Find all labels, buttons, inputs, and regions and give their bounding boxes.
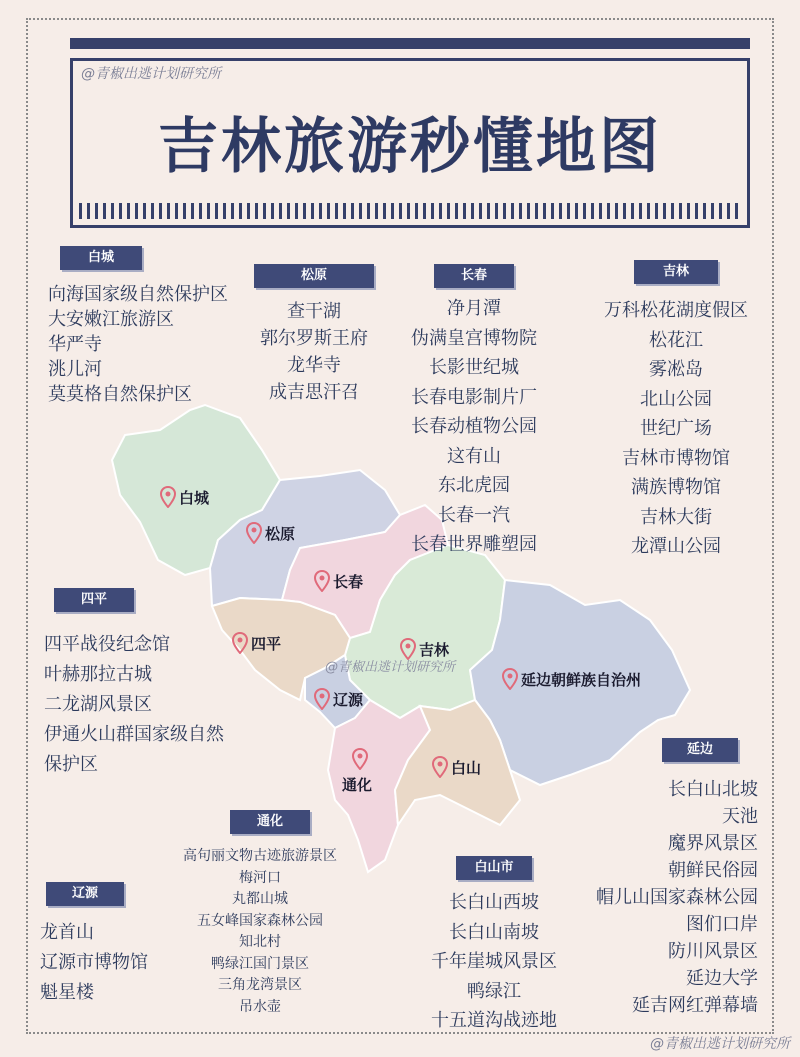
list-item: 朝鲜民俗园 (668, 860, 758, 881)
list-item: 万科松花湖度假区 (604, 300, 748, 321)
pin-liaoyuan[interactable] (314, 688, 363, 710)
list-siping (44, 630, 224, 780)
list-item: 延边大学 (686, 968, 758, 989)
pin-label: 长春 (333, 572, 364, 591)
list-item: 魁星楼 (40, 982, 94, 1003)
list-item: 长春电影制片厂 (411, 386, 537, 408)
location-pin-icon (502, 668, 518, 690)
pin-label: 通化 (342, 776, 373, 794)
list-item: 延吉网红弹幕墙 (632, 995, 758, 1016)
list-item: 这有山 (447, 445, 501, 467)
list-item: 辽源市博物馆 (40, 952, 148, 973)
list-item: 雾凇岛 (649, 359, 703, 380)
list-item: 五女峰国家森林公园 (197, 912, 323, 929)
list-item: 郭尔罗斯王府 (260, 328, 368, 349)
list-item: 吉林大街 (640, 506, 712, 528)
page-title: 吉林旅游秒懂地图 (158, 112, 662, 182)
footer-watermark: @青椒出逃计划研究所 (650, 1036, 790, 1052)
pin-jilin[interactable] (400, 638, 449, 660)
list-item: 龙潭山公园 (631, 536, 721, 557)
pin-label: 白城 (179, 488, 210, 507)
list-item: 龙华寺 (287, 355, 341, 376)
location-pin-icon (232, 632, 248, 654)
list-item: 长春世界雕塑园 (411, 534, 537, 555)
header-watermark: @青椒出逃计划研究所 (81, 66, 221, 82)
section-label-baicheng: 白城 (60, 246, 142, 270)
list-liaoyuan (40, 918, 148, 1008)
list-item: 大安嫩江旅游区 (48, 309, 174, 330)
list-item: 成吉思汗召 (269, 382, 359, 403)
location-pin-icon (246, 522, 262, 544)
list-tonghua (150, 846, 370, 1018)
map-watermark: @青椒出逃计划研究所 (325, 660, 456, 675)
location-pin-icon (160, 486, 176, 508)
list-item: 二龙湖风景区 (44, 694, 152, 715)
list-item: 帽儿山国家森林公园 (596, 887, 758, 908)
list-item: 保护区 (44, 754, 98, 775)
section-label-baishan: 白山市 (456, 856, 532, 880)
list-item: 十五道沟战迹地 (431, 1010, 557, 1031)
location-pin-icon (432, 756, 448, 778)
list-item: 伪满皇宫博物院 (411, 327, 537, 349)
list-item: 长影世纪城 (429, 357, 519, 378)
list-baicheng (48, 282, 228, 407)
list-item: 吊水壶 (239, 998, 281, 1015)
list-item: 长白山西坡 (449, 892, 539, 913)
list-item: 长春一汽 (438, 504, 510, 526)
list-item: 世纪广场 (640, 418, 712, 439)
list-item: 知北村 (239, 934, 281, 950)
list-item: 华严寺 (48, 334, 102, 355)
section-label-liaoyuan: 辽源 (46, 882, 124, 906)
list-item: 向海国家级自然保护区 (48, 284, 228, 305)
location-pin-icon (314, 688, 330, 710)
list-item: 鸭绿江 (467, 980, 521, 1002)
list-item: 千年崖城风景区 (431, 951, 557, 972)
list-item: 图们口岸 (686, 914, 758, 935)
pin-baishan[interactable] (432, 756, 481, 778)
pin-label: 松原 (265, 524, 296, 543)
list-item: 防川风景区 (668, 941, 758, 962)
list-item: 梅河口 (239, 869, 281, 886)
list-songyuan (244, 298, 384, 406)
list-item: 伊通火山群国家级自然 (44, 724, 224, 745)
pin-baicheng[interactable] (160, 486, 209, 508)
pin-label: 吉林 (419, 640, 450, 659)
list-item: 吉林市博物馆 (622, 447, 730, 469)
list-item: 四平战役纪念馆 (44, 634, 170, 655)
list-item: 高句丽文物古迹旅游景区 (183, 848, 337, 864)
pin-label: 白山 (451, 758, 482, 777)
location-pin-icon (314, 570, 330, 592)
list-jilin (574, 296, 778, 562)
pin-changchun[interactable] (314, 570, 363, 592)
list-item: 丸都山城 (232, 891, 288, 907)
location-pin-icon (352, 748, 368, 770)
section-label-yanbian: 延边 (662, 738, 738, 762)
list-item: 松花江 (649, 329, 703, 351)
list-item: 满族博物馆 (631, 477, 721, 498)
pin-songyuan[interactable] (246, 522, 295, 544)
section-label-jilin: 吉林 (634, 260, 718, 284)
list-item: 长白山南坡 (449, 921, 539, 943)
section-label-changchun: 长春 (434, 264, 514, 288)
list-item: 查干湖 (287, 301, 341, 322)
list-item: 鸭绿江国门景区 (211, 955, 309, 972)
list-item: 莫莫格自然保护区 (48, 384, 192, 405)
list-item: 三角龙湾景区 (218, 977, 302, 993)
list-item: 长春动植物公园 (411, 416, 537, 437)
pin-tonghua[interactable] (342, 748, 373, 795)
pin-siping[interactable] (232, 632, 281, 654)
list-item: 长白山北坡 (668, 779, 758, 800)
section-label-siping: 四平 (54, 588, 134, 612)
list-item: 净月潭 (447, 298, 501, 319)
location-pin-icon (400, 638, 416, 660)
list-item: 洮儿河 (48, 359, 102, 380)
list-yanbian (596, 776, 758, 1019)
list-item: 龙首山 (40, 922, 94, 943)
list-item: 天池 (722, 806, 758, 827)
pin-yanbian[interactable] (502, 668, 641, 690)
section-label-songyuan: 松原 (254, 264, 374, 288)
section-label-tonghua: 通化 (230, 810, 310, 834)
pin-label: 四平 (251, 634, 282, 653)
pin-label: 辽源 (333, 690, 364, 709)
list-item: 东北虎园 (438, 475, 510, 496)
list-item: 北山公园 (640, 388, 712, 410)
list-item: 叶赫那拉古城 (44, 664, 152, 685)
list-baishan (404, 888, 584, 1036)
list-changchun (384, 294, 564, 560)
pin-label: 延边朝鲜族自治州 (521, 670, 642, 689)
list-item: 魔界风景区 (668, 833, 758, 854)
